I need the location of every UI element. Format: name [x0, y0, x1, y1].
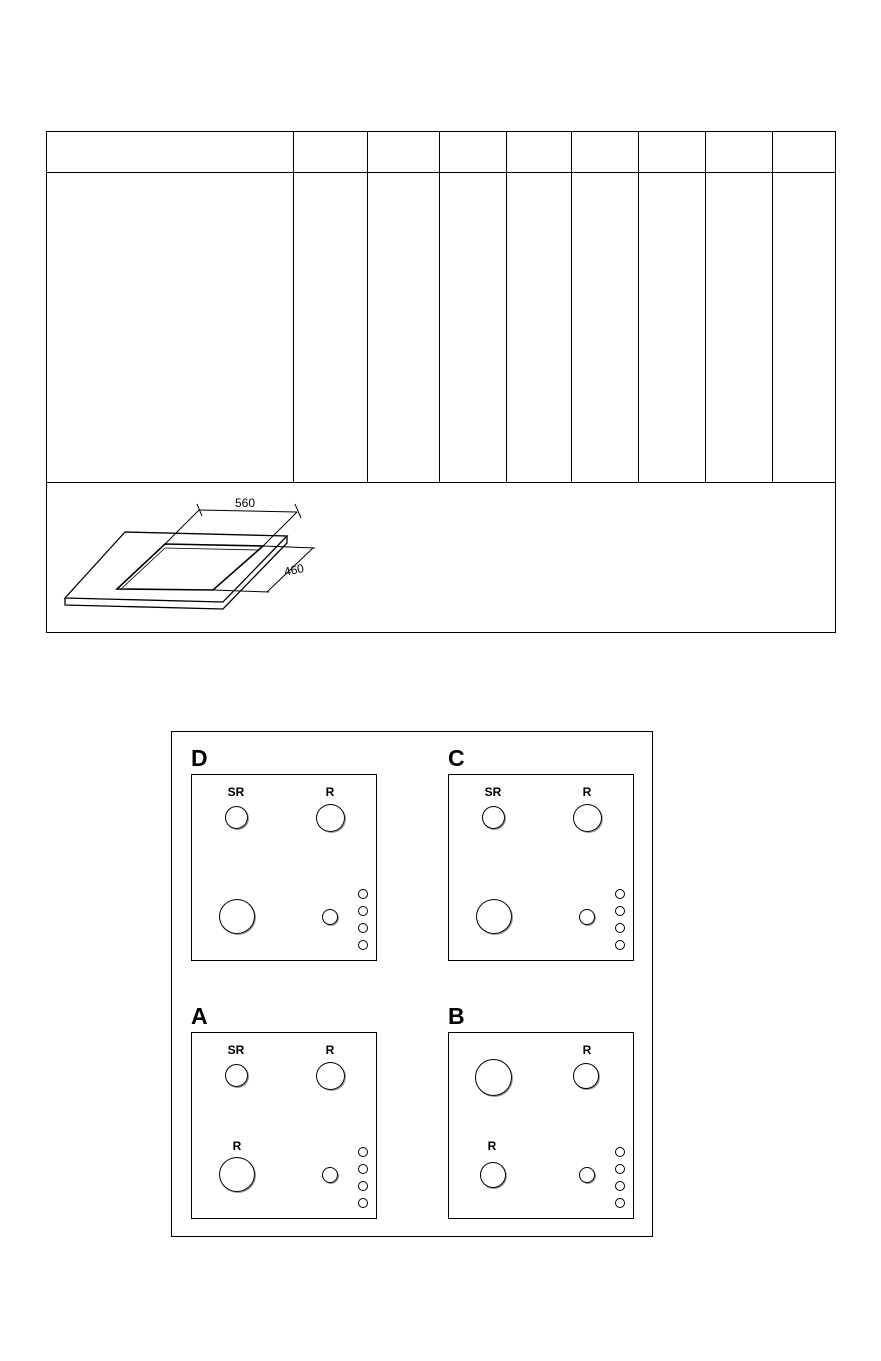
table-column-divider: [506, 132, 507, 483]
rapid-burner: [573, 804, 602, 832]
control-knob: [358, 923, 368, 933]
semi-rapid-burner: [225, 1064, 248, 1087]
hob-top: [191, 774, 377, 961]
control-knob: [358, 940, 368, 950]
hob-layout-d: [191, 747, 379, 963]
burner-label: SR: [484, 785, 502, 799]
table-body-divider: [47, 482, 835, 483]
triple-ring-burner: [219, 899, 255, 934]
hob-top: [448, 774, 634, 961]
rapid-burner-large: [219, 1157, 255, 1192]
hob-letter: B: [448, 1003, 465, 1029]
hob-letter: A: [191, 1003, 208, 1029]
depth-dimension-label: 460: [282, 561, 306, 579]
table-header-divider: [47, 172, 835, 173]
control-knob: [358, 1181, 368, 1191]
table-column-divider: [772, 132, 773, 483]
triple-ring-burner: [476, 899, 512, 934]
table-column-divider: [638, 132, 639, 483]
hob-layout-b: [448, 1005, 636, 1221]
spec-table: [46, 131, 836, 633]
auxiliary-burner: [322, 909, 338, 925]
table-column-divider: [439, 132, 440, 483]
hob-top: [448, 1032, 634, 1219]
width-dimension-label: 560: [235, 496, 256, 510]
burner-label: R: [325, 785, 335, 799]
rapid-burner: [573, 1063, 599, 1089]
burner-label: R: [582, 1043, 592, 1057]
control-knob: [358, 1198, 368, 1208]
control-knob: [615, 1181, 625, 1191]
table-column-divider: [705, 132, 706, 483]
control-knob: [358, 906, 368, 916]
auxiliary-burner: [322, 1167, 338, 1183]
table-column-divider: [571, 132, 572, 483]
hob-layouts-panel: [171, 731, 653, 1237]
semi-rapid-burner: [482, 806, 505, 829]
worktop-cutout-diagram: [59, 494, 349, 624]
control-knob: [615, 906, 625, 916]
control-knob: [615, 1147, 625, 1157]
burner-label: R: [487, 1139, 497, 1153]
hob-layout-c: [448, 747, 636, 963]
hob-letter: D: [191, 745, 208, 771]
control-knob: [615, 1164, 625, 1174]
rapid-burner: [316, 804, 345, 832]
triple-ring-burner: [475, 1059, 512, 1096]
hob-letter: C: [448, 745, 465, 771]
burner-label: R: [325, 1043, 335, 1057]
hob-top: [191, 1032, 377, 1219]
control-knob: [615, 1198, 625, 1208]
control-knob: [358, 1147, 368, 1157]
burner-label: SR: [227, 785, 245, 799]
hob-layout-a: [191, 1005, 379, 1221]
auxiliary-burner: [579, 1167, 595, 1183]
control-knob: [358, 889, 368, 899]
burner-label: R: [582, 785, 592, 799]
table-column-divider: [367, 132, 368, 483]
burner-label: SR: [227, 1043, 245, 1057]
semi-rapid-burner: [225, 806, 248, 829]
control-knob: [615, 940, 625, 950]
rapid-burner: [480, 1162, 506, 1188]
auxiliary-burner: [579, 909, 595, 925]
control-knob: [358, 1164, 368, 1174]
control-knob: [615, 923, 625, 933]
worktop-slab: [65, 532, 287, 609]
rapid-burner: [316, 1062, 345, 1090]
width-dimension: [165, 504, 301, 546]
control-knob: [615, 889, 625, 899]
burner-label: R: [232, 1139, 242, 1153]
table-column-divider: [293, 132, 294, 483]
